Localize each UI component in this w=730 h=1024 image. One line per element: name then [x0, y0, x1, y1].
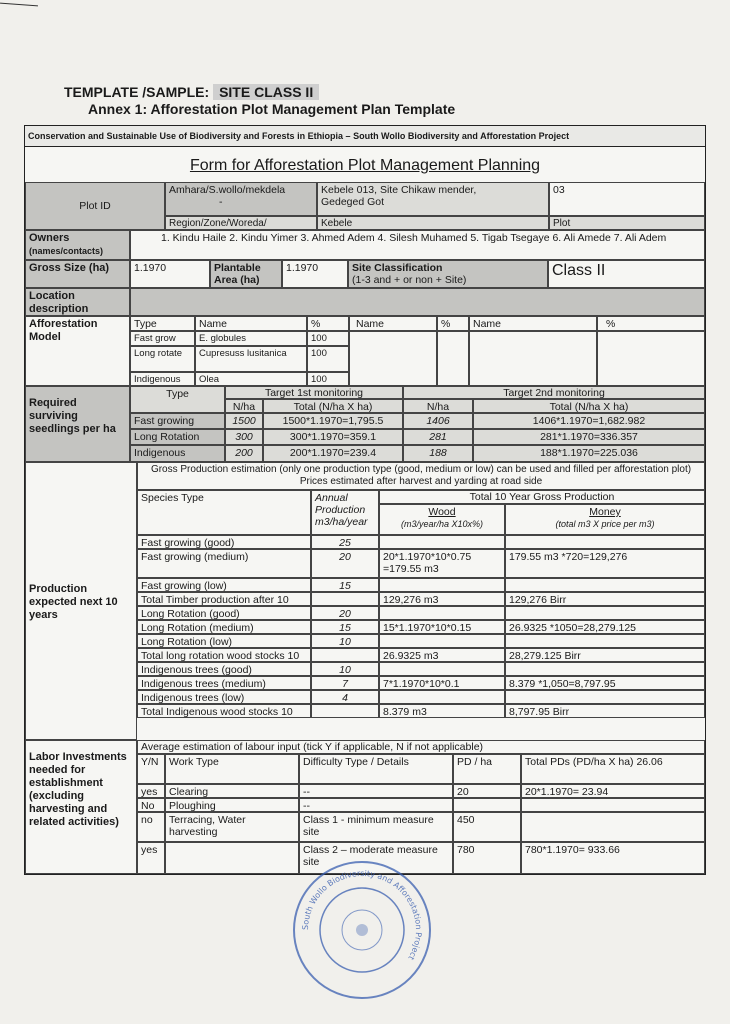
- plantable-area-label: Plantable Area (ha): [210, 260, 282, 288]
- target-1-total-header: Total (N/ha X ha): [263, 399, 403, 413]
- production-wood: [379, 690, 505, 704]
- production-wood: 20*1.1970*10*0.75 =179.55 m3: [379, 549, 505, 578]
- aff-header-name-3: Name: [469, 316, 597, 331]
- labor-total: [521, 798, 705, 812]
- aff-empty-percent-2: [437, 331, 469, 386]
- official-stamp: [290, 858, 434, 1002]
- production-species: Indigenous trees (medium): [137, 676, 311, 690]
- production-wood: [379, 634, 505, 648]
- site-class-value: Class II: [548, 260, 705, 288]
- aff-empty-name-2: [349, 331, 437, 386]
- production-money: 26.9325 *1050=28,279.125: [505, 620, 705, 634]
- aff-header-percent-3: %: [597, 316, 705, 331]
- location-description-value: [130, 288, 705, 316]
- aff-header-type: Type: [130, 316, 195, 331]
- target-2-nha-header: N/ha: [403, 399, 473, 413]
- seedling-row-t2: 281*1.1970=336.357: [473, 429, 705, 445]
- labor-pd: 450: [453, 812, 521, 842]
- production-annual: 15: [311, 578, 379, 592]
- seedling-row-t2: 1406*1.1970=1,682.982: [473, 413, 705, 429]
- production-money: [505, 662, 705, 676]
- production-money: [505, 606, 705, 620]
- aff-row-percent: 100: [307, 346, 349, 372]
- wood-header: Wood (m3/year/ha X10x%): [379, 504, 505, 535]
- production-annual: [311, 704, 379, 718]
- money-header: Money (total m3 X price per m3): [505, 504, 705, 535]
- labor-difficulty: Class 2 – moderate measure site: [299, 842, 453, 874]
- gross-size-label: Gross Size (ha): [25, 260, 130, 288]
- labor-intro: Average estimation of labour input (tick Y if applicable, N if not applicable): [137, 740, 705, 754]
- production-wood: 15*1.1970*10*0.15: [379, 620, 505, 634]
- production-money: 8.379 *1,050=8,797.95: [505, 676, 705, 690]
- svg-text:South Wollo Biodiversity and A: South Wollo Biodiversity and Afforestation Project: [300, 868, 424, 962]
- labor-pd: 780: [453, 842, 521, 874]
- seedling-row-type: Indigenous: [130, 445, 225, 462]
- labor-work: Clearing: [165, 784, 299, 798]
- aff-row-percent: 100: [307, 331, 349, 346]
- target-2-header: Target 2nd monitoring: [403, 386, 705, 399]
- owners-value: 1. Kindu Haile 2. Kindu Yimer 3. Ahmed Adem 4. Silesh Muhamed 5. Tigab Tsegaye 6. Ali Amede 7. Ali Adem: [130, 230, 705, 260]
- aff-row-percent: 100: [307, 372, 349, 386]
- labor-yn: No: [137, 798, 165, 812]
- production-label: Production expected next 10 years: [25, 462, 137, 740]
- production-species: Fast growing (medium): [137, 549, 311, 578]
- region-label: Region/Zone/Woreda/: [165, 216, 317, 230]
- production-annual: 4: [311, 690, 379, 704]
- production-wood: [379, 606, 505, 620]
- species-type-header: Species Type: [137, 490, 311, 535]
- production-intro: Gross Production estimation (only one production type (good, medium or low) can be used and filled per afforestation plot) Prices estimated after harvest and yarding at road side: [137, 462, 705, 490]
- target-1-nha-header: N/ha: [225, 399, 263, 413]
- production-annual: 20: [311, 606, 379, 620]
- production-money: 8,797.95 Birr: [505, 704, 705, 718]
- aff-row-name: Cupresuss lusitanica: [195, 346, 307, 372]
- aff-header-percent-2: %: [437, 316, 469, 331]
- production-annual: [311, 592, 379, 606]
- seedling-row-t1: 300*1.1970=359.1: [263, 429, 403, 445]
- labor-header-pd: PD / ha: [453, 754, 521, 784]
- production-species: Long Rotation (low): [137, 634, 311, 648]
- plot-management-form: [24, 125, 706, 875]
- target-1-header: Target 1st monitoring: [225, 386, 403, 399]
- kebele-value: Kebele 013, Site Chikaw mender, Gedeged Got: [317, 182, 549, 216]
- production-money: [505, 690, 705, 704]
- seedling-row-n2: 281: [403, 429, 473, 445]
- seedling-row-t1: 1500*1.1970=1,795.5: [263, 413, 403, 429]
- production-wood: 129,276 m3: [379, 592, 505, 606]
- production-annual: 25: [311, 535, 379, 549]
- production-species: Long Rotation (medium): [137, 620, 311, 634]
- production-species: Fast growing (good): [137, 535, 311, 549]
- labor-pd: 20: [453, 784, 521, 798]
- seedling-row-n1: 200: [225, 445, 263, 462]
- production-species: Indigenous trees (low): [137, 690, 311, 704]
- production-annual: 20: [311, 549, 379, 578]
- production-species: Long Rotation (good): [137, 606, 311, 620]
- labor-difficulty: Class 1 - minimum measure site: [299, 812, 453, 842]
- aff-header-percent: %: [307, 316, 349, 331]
- aff-header-name: Name: [195, 316, 307, 331]
- labor-yn: no: [137, 812, 165, 842]
- plot-label: Plot: [549, 216, 705, 230]
- site-classification-label: Site Classification (1-3 and + or non + Site): [348, 260, 548, 288]
- production-species: Total Indigenous wood stocks 10: [137, 704, 311, 718]
- aff-row-type: Indigenous: [130, 372, 195, 386]
- total-10-year-header: Total 10 Year Gross Production: [379, 490, 705, 504]
- production-annual: 10: [311, 662, 379, 676]
- aff-row-type: Long rotate: [130, 346, 195, 372]
- production-annual: [311, 648, 379, 662]
- seedling-row-type: Fast growing: [130, 413, 225, 429]
- site-class-highlight: SITE CLASS II: [213, 84, 319, 100]
- production-wood: 7*1.1970*10*0.1: [379, 676, 505, 690]
- aff-empty-percent-3: [597, 331, 705, 386]
- afforestation-model-label: Afforestation Model: [25, 316, 130, 386]
- document-header: [64, 84, 455, 118]
- labor-work: [165, 842, 299, 874]
- aff-row-type: Fast grow: [130, 331, 195, 346]
- seedling-row-type: Long Rotation: [130, 429, 225, 445]
- production-wood: 26.9325 m3: [379, 648, 505, 662]
- production-species: Indigenous trees (good): [137, 662, 311, 676]
- seedling-row-n2: 1406: [403, 413, 473, 429]
- aff-row-name: Olea: [195, 372, 307, 386]
- scan-artifact-line: [0, 3, 38, 7]
- target-2-total-header: Total (N/ha X ha): [473, 399, 705, 413]
- production-annual: 10: [311, 634, 379, 648]
- template-prefix: TEMPLATE /SAMPLE:: [64, 84, 210, 100]
- production-money: [505, 634, 705, 648]
- production-annual: 15: [311, 620, 379, 634]
- gross-size-value: 1.1970: [130, 260, 210, 288]
- seedlings-type-header: Type: [130, 386, 225, 413]
- production-annual: 7: [311, 676, 379, 690]
- labor-difficulty: --: [299, 784, 453, 798]
- production-wood: 8.379 m3: [379, 704, 505, 718]
- production-species: Total Timber production after 10: [137, 592, 311, 606]
- production-money: [505, 535, 705, 549]
- production-wood: [379, 662, 505, 676]
- labor-total: 780*1.1970= 933.66: [521, 842, 705, 874]
- production-money: 179.55 m3 *720=129,276: [505, 549, 705, 578]
- labor-work: Terracing, Water harvesting: [165, 812, 299, 842]
- owners-label: Owners (names/contacts): [25, 230, 130, 260]
- seedling-row-n1: 300: [225, 429, 263, 445]
- aff-empty-name-3: [469, 331, 597, 386]
- seedling-row-t1: 200*1.1970=239.4: [263, 445, 403, 462]
- labor-label: Labor Investments needed for establishment (excluding harvesting and related activities): [25, 740, 137, 874]
- labor-pd: [453, 798, 521, 812]
- plot-id-label: Plot ID: [25, 182, 165, 230]
- seedlings-label: Required surviving seedlings per ha: [25, 386, 130, 462]
- labor-header-difficulty: Difficulty Type / Details: [299, 754, 453, 784]
- production-species: Fast growing (low): [137, 578, 311, 592]
- labor-work: Ploughing: [165, 798, 299, 812]
- form-title: Form for Afforestation Plot Management Planning: [189, 157, 541, 174]
- labor-yn: yes: [137, 842, 165, 874]
- production-species: Total long rotation wood stocks 10: [137, 648, 311, 662]
- seedling-row-n2: 188: [403, 445, 473, 462]
- labor-header-total: Total PDs (PD/ha X ha) 26.06: [521, 754, 705, 784]
- project-banner: Conservation and Sustainable Use of Biodiversity and Forests in Ethiopia – South Wollo Biodiversity and Afforestation Project: [25, 126, 705, 147]
- location-description-label: Location description: [25, 288, 130, 316]
- labor-yn: yes: [137, 784, 165, 798]
- seedling-row-n1: 1500: [225, 413, 263, 429]
- labor-total: 20*1.1970= 23.94: [521, 784, 705, 798]
- production-money: 28,279.125 Birr: [505, 648, 705, 662]
- aff-header-name-2: Name: [349, 316, 437, 331]
- labor-header-yn: Y/N: [137, 754, 165, 784]
- production-wood: [379, 578, 505, 592]
- aff-row-name: E. globules: [195, 331, 307, 346]
- seedling-row-t2: 188*1.1970=225.036: [473, 445, 705, 462]
- production-wood: [379, 535, 505, 549]
- production-money: [505, 578, 705, 592]
- labor-header-work: Work Type: [165, 754, 299, 784]
- labor-difficulty: --: [299, 798, 453, 812]
- region-value: Amhara/S.wollo/mekdela -: [165, 182, 317, 216]
- plot-number: 03: [549, 182, 705, 216]
- labor-total: [521, 812, 705, 842]
- annual-production-header: Annual Production m3/ha/year: [311, 490, 379, 535]
- plantable-area-value: 1.1970: [282, 260, 348, 288]
- production-money: 129,276 Birr: [505, 592, 705, 606]
- annex-title: Annex 1: Afforestation Plot Management Plan Template: [88, 101, 456, 117]
- kebele-label: Kebele: [317, 216, 549, 230]
